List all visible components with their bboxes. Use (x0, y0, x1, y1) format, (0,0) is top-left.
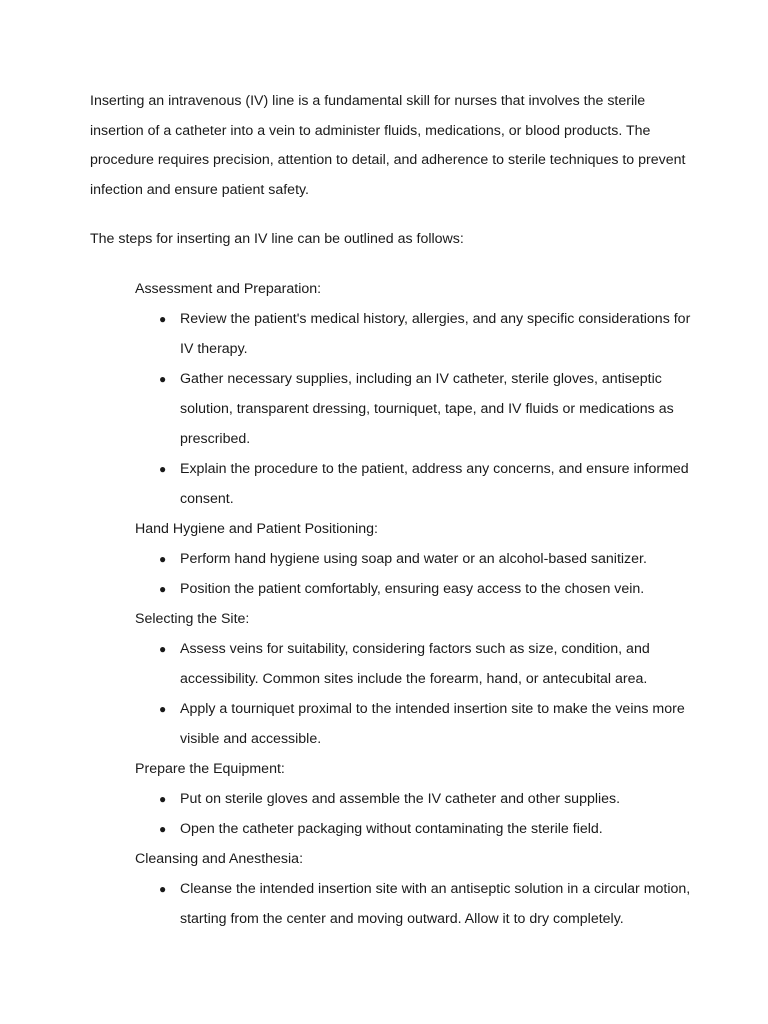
list-item (135, 634, 695, 694)
bullet-icon: ● (159, 642, 167, 656)
list-item (135, 694, 695, 754)
list-item-text: Perform hand hygiene using soap and water or an alcohol-based sanitizer. (180, 551, 647, 567)
list-item (135, 874, 695, 934)
list-item (135, 364, 695, 454)
list-item (135, 814, 695, 844)
step-heading: Cleansing and Anesthesia: (135, 851, 304, 867)
bullet-icon: ● (159, 582, 167, 596)
bullet-icon: ● (159, 822, 167, 836)
step-bullet-list (135, 304, 695, 514)
steps-list (135, 274, 695, 934)
step-bullet-list (135, 784, 695, 844)
step-bullet-list (135, 544, 695, 604)
step-heading: Assessment and Preparation: (135, 281, 322, 297)
step-heading: Hand Hygiene and Patient Positioning: (135, 521, 378, 537)
list-item-text: Assess veins for suitability, considering factors such as size, condition, and accessibility. Common sites include the forearm, hand, or antecubital area. (180, 641, 650, 687)
list-item (135, 544, 695, 574)
list-item (135, 784, 695, 814)
step-heading: Selecting the Site: (135, 611, 250, 627)
list-item-text: Explain the procedure to the patient, address any concerns, and ensure informed consent. (180, 461, 689, 507)
intro-paragraph: Inserting an intravenous (IV) line is a fundamental skill for nurses that involves the sterile insertion of a catheter into a vein to administer fluids, medications, or blood products. The procedure requires precision, attention to detail, and adherence to sterile techniques to prevent infection and ensure patient safety. (90, 93, 686, 198)
bullet-icon: ● (159, 792, 167, 806)
bullet-icon: ● (159, 312, 167, 326)
list-item-text: Put on sterile gloves and assemble the IV catheter and other supplies. (180, 791, 621, 807)
bullet-icon: ● (159, 882, 167, 896)
list-item (135, 454, 695, 514)
list-item-text: Gather necessary supplies, including an IV catheter, sterile gloves, antiseptic solution, transparent dressing, tourniquet, tape, and IV fluids or medications as prescribed. (180, 371, 674, 447)
bullet-icon: ● (159, 552, 167, 566)
list-item-text: Cleanse the intended insertion site with an antiseptic solution in a circular motion, starting from the center and moving outward. Allow it to dry completely. (180, 881, 691, 927)
step-bullet-list (135, 634, 695, 754)
bullet-icon: ● (159, 372, 167, 386)
steps-intro-paragraph: The steps for inserting an IV line can be outlined as follows: (90, 231, 464, 247)
list-item (135, 574, 695, 604)
list-item-text: Apply a tourniquet proximal to the intended insertion site to make the veins more visible and accessible. (180, 701, 685, 747)
step-bullet-list (135, 874, 695, 934)
bullet-icon: ● (159, 702, 167, 716)
list-item-text: Review the patient's medical history, allergies, and any specific considerations for IV therapy. (180, 311, 691, 357)
list-item-text: Position the patient comfortably, ensuring easy access to the chosen vein. (180, 581, 645, 597)
step-heading: Prepare the Equipment: (135, 761, 285, 777)
list-item-text: Open the catheter packaging without contaminating the sterile field. (180, 821, 603, 837)
bullet-icon: ● (159, 462, 167, 476)
list-item (135, 304, 695, 364)
